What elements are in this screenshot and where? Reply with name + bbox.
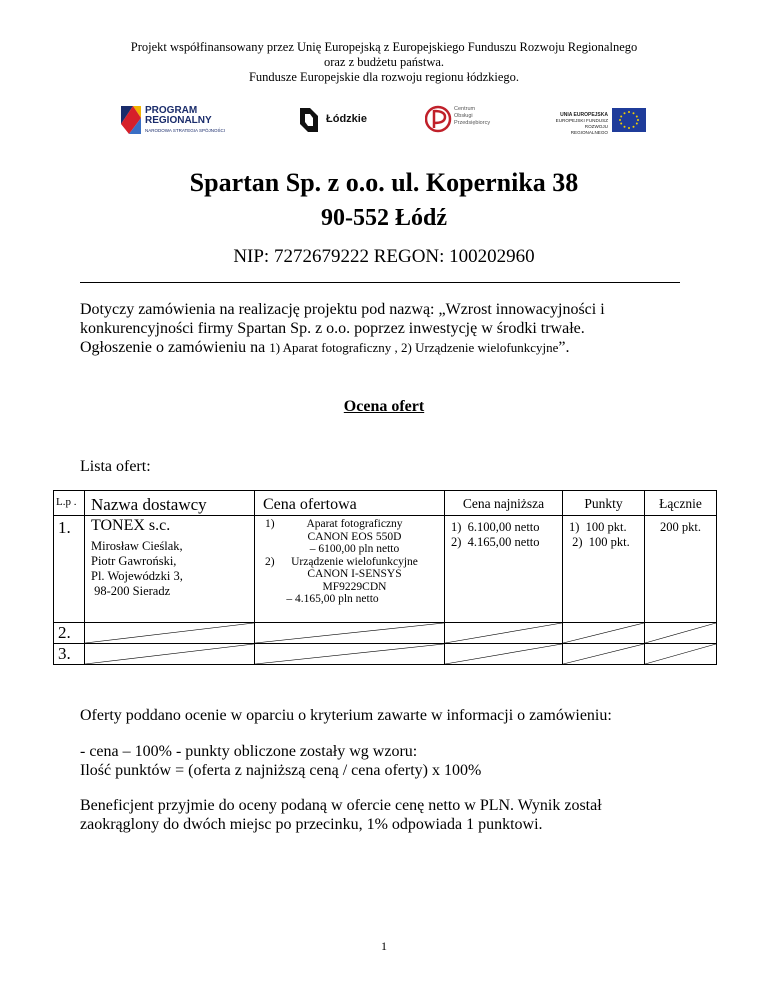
- page-number: 1: [381, 939, 387, 953]
- row-1-lowest: [445, 516, 563, 623]
- ue-line-3: ROZWOJU REGIONALNEGO: [570, 124, 608, 135]
- program-line-2: REGIONALNY: [145, 115, 212, 126]
- strike-line: [85, 644, 254, 664]
- strike-line: [563, 623, 644, 643]
- intro-line-1: Dotyczy zamówienia na realizację projektu pod nazwą: „Wzrost innowacyjności i: [80, 301, 605, 318]
- ue-line-2: EUROPEJSKI FUNDUSZ: [555, 118, 608, 123]
- price-item-1-line-1: Aparat fotograficzny: [306, 518, 403, 530]
- row-2-empty-cell: [563, 623, 645, 644]
- company-postcode-city: 90-552 Łódź: [321, 205, 447, 231]
- eu-flag-icon: [612, 108, 646, 132]
- row-1-total: 200 pkt.: [645, 516, 717, 623]
- table-row: [54, 644, 717, 665]
- strike-line: [255, 623, 444, 643]
- supplier-line-4: 98-200 Sieradz: [91, 584, 171, 598]
- centrum-icon: [425, 102, 453, 136]
- header-lp: L.p .: [54, 491, 85, 516]
- cofinancing-line-2: oraz z budżetu państwa.: [323, 55, 445, 69]
- row-2-empty-cell: [255, 623, 445, 644]
- supplier-line-1: Mirosław Cieślak,: [91, 539, 183, 553]
- centrum-line-1: Centrum: [454, 106, 476, 112]
- lodzkie-logo: [296, 106, 376, 134]
- evaluation-criteria-text: Oferty poddano ocenie w oparciu o kryterium zawarte w informacji o zamówieniu:: [80, 707, 612, 724]
- row-2-empty-cell: [85, 623, 255, 644]
- header-lowest: Cena najniższa: [445, 491, 563, 516]
- program-regionalny-logo: [119, 104, 239, 138]
- lodzkie-icon: [296, 106, 322, 134]
- header-divider: [80, 282, 680, 283]
- price-item-1-num: 1): [265, 518, 275, 530]
- row-3-empty-cell: [445, 644, 563, 665]
- row-2-empty-cell: [445, 623, 563, 644]
- cofinancing-line-1: Projekt współfinansowany przez Unię Europejską z Europejskiego Funduszu Rozwoju Regionalnego: [130, 40, 638, 54]
- row-1-points: [563, 516, 645, 623]
- table-row: [54, 623, 717, 644]
- rounding-paragraph: [80, 796, 720, 834]
- centrum-line-3: Przedsiębiorcy: [454, 120, 491, 126]
- row-3-empty-cell: [255, 644, 445, 665]
- supplier-line-3: Pl. Wojewódzki 3,: [91, 569, 183, 583]
- price-item-1-line-2: CANON EOS 550D: [307, 530, 402, 543]
- supplier-name: TONEX s.c.: [91, 517, 171, 534]
- price-item-2-line-3: MF9229CDN: [322, 580, 387, 593]
- row-1-price: [255, 516, 445, 623]
- strike-line: [85, 623, 254, 643]
- program-regionalny-icon: [119, 104, 143, 136]
- program-sub: NARODOWA STRATEGIA SPÓJNOŚCI: [145, 128, 226, 133]
- strike-line: [645, 623, 716, 643]
- program-line-1: PROGRAM: [145, 105, 198, 116]
- intro-paragraph: [80, 300, 700, 357]
- price-item-2-line-4: – 4.165,00 pln netto: [286, 593, 379, 605]
- section-title: Ocena ofert: [343, 398, 425, 415]
- rounding-line-2: zaokrąglony do dwóch miejsc po przecinku, 1% odpowiada 1 punktowi.: [80, 816, 543, 833]
- price-item-2-num: 2): [265, 555, 275, 568]
- supplier-line-2: Piotr Gawroński,: [91, 554, 177, 568]
- offers-table: [53, 490, 717, 665]
- strike-line: [255, 644, 444, 664]
- strike-line: [645, 644, 716, 664]
- row-1-supplier: [85, 516, 255, 623]
- price-item-1: [255, 518, 444, 556]
- lowest-1: 1) 6.100,00 netto: [451, 520, 540, 534]
- strike-line: [445, 623, 562, 643]
- row-2-empty-cell: [645, 623, 717, 644]
- offers-list-label: Lista ofert:: [80, 458, 151, 475]
- header-total: Łącznie: [645, 491, 717, 516]
- points-2: 2) 100 pkt.: [569, 535, 630, 549]
- price-item-2: [255, 556, 444, 594]
- formula-line-1: - cena – 100% - punkty obliczone zostały wg wzoru:: [80, 743, 418, 760]
- strike-line: [563, 644, 644, 664]
- row-3-num: 3.: [54, 644, 85, 665]
- table-row: [54, 516, 717, 623]
- cofinancing-note: [0, 40, 768, 85]
- centrum-line-2: Obsługi: [454, 113, 473, 119]
- intro-line-2: konkurencyjności firmy Spartan Sp. z o.o. poprzez inwestycję w środki trwałe.: [80, 320, 585, 337]
- points-1: 1) 100 pkt.: [569, 520, 627, 534]
- rounding-line-1: Beneficjent przyjmie do oceny podaną w ofercie cenę netto w PLN. Wynik został: [80, 797, 602, 814]
- ue-line-1: UNIA EUROPEJSKA: [560, 112, 608, 118]
- company-title: Spartan Sp. z o.o. ul. Kopernika 38: [189, 168, 579, 197]
- row-3-empty-cell: [85, 644, 255, 665]
- cofinancing-line-3: Fundusze Europejskie dla rozwoju regionu łódzkiego.: [248, 70, 520, 84]
- lowest-2: 2) 4.165,00 netto: [451, 535, 540, 549]
- table-header-row: [54, 491, 717, 516]
- intro-line-3: Ogłoszenie o zamówieniu na 1) Aparat fotograficzny , 2) Urządzenie wielofunkcyjne”.: [80, 339, 570, 356]
- strike-line: [445, 644, 562, 664]
- row-3-empty-cell: [563, 644, 645, 665]
- row-3-empty-cell: [645, 644, 717, 665]
- price-item-2-line-2: CANON I-SENSYS: [307, 568, 402, 580]
- header-points: Punkty: [563, 491, 645, 516]
- price-item-1-line-3: – 6100,00 pln netto: [309, 543, 400, 555]
- header-price: Cena ofertowa: [255, 491, 445, 516]
- formula-line-2: Ilość punktów = (oferta z najniższą ceną / cena oferty) x 100%: [80, 762, 482, 779]
- header-supplier: Nazwa dostawcy: [85, 491, 255, 516]
- row-2-num: 2.: [54, 623, 85, 644]
- price-item-2-line-1: Urządzenie wielofunkcyjne: [291, 555, 418, 568]
- lodzkie-text: Łódzkie: [326, 113, 367, 125]
- row-1-num: 1.: [54, 516, 85, 623]
- centrum-obslugi-logo: [425, 102, 495, 138]
- formula-paragraph: [80, 742, 720, 780]
- company-nip-regon: NIP: 7272679222 REGON: 100202960: [233, 246, 535, 267]
- eu-logo: [548, 108, 648, 136]
- logos-row: [0, 100, 768, 140]
